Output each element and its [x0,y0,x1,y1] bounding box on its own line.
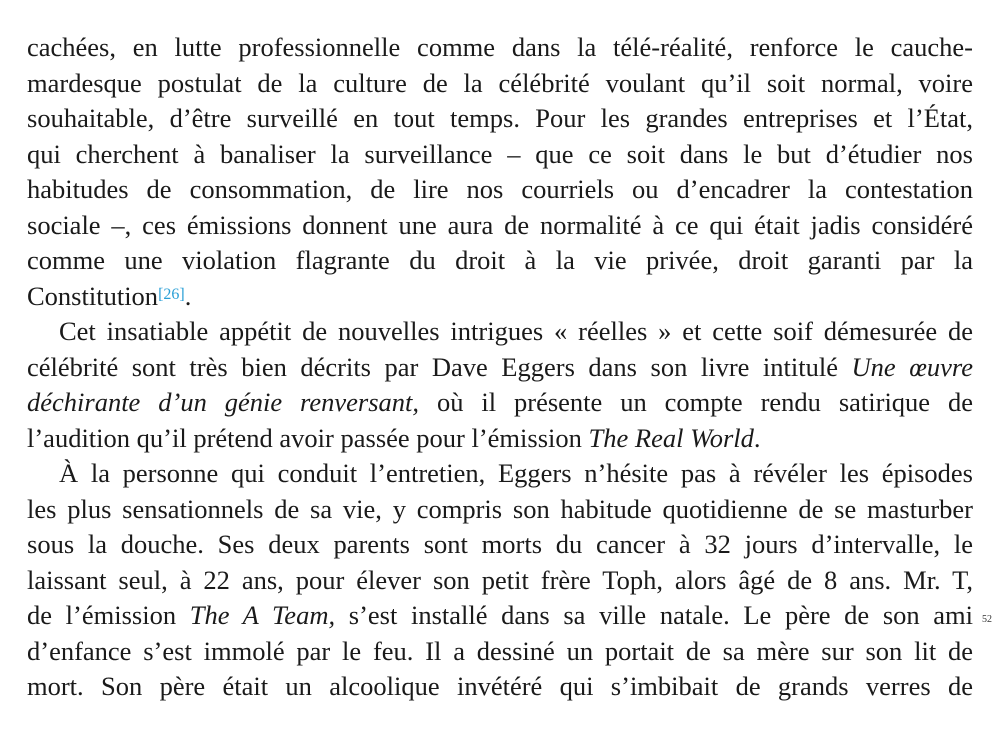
text-line: Cet insatiable appétit de nouvelles intrigues « réelles » et cette soif démesurée de [59,316,973,346]
show-title: The A Team, [189,600,336,630]
text-line: comme une violation flagrante du droit à la vie privée, droit garanti par la [27,245,973,275]
text-line: laissant seul, à 22 ans, pour élever son petit frère Toph, alors âgé de 8 ans. Mr. T, [27,564,973,595]
footnote-link[interactable]: [26] [158,285,185,303]
page-number: 52 [982,614,992,625]
text-line: À la personne qui conduit l’entretien, Eggers n’hésite pas à révéler les épisodes [59,458,973,488]
text-line: d’enfance s’est immolé par le feu. Il a dessiné un portait de sa mère sur son lit de [27,635,973,666]
text-line [27,350,973,386]
text-line: qui cherchent à banaliser la surveillance – que ce soit dans le but d’étudier nos [27,138,973,169]
text-fragment: . [753,422,761,453]
text-line: les plus sensationnels de sa vie, y compris son habitude quotidienne de se masturber [27,493,973,524]
paragraph-2 [27,314,973,456]
text-line: cachées, en lutte professionnelle comme dans la télé-réalité, renforce le cauche- [27,32,973,62]
text-fragment: célébrité sont très bien décrits par Dave Eggers dans son livre intitulé [27,351,839,382]
book-title: Une œuvre [851,351,973,382]
text-fragment: l’audition qu’il prétend avoir passée pour l’émission [27,422,582,453]
text-fragment: Constitution [27,280,159,311]
text-line [27,421,973,457]
text-line [27,385,973,421]
text-line: sociale –, ces émissions donnent une aura de normalité à ce qui était jadis considéré [27,209,973,240]
text-fragment: de l’émission [27,600,177,630]
text-fragment: où il présente un compte rendu satirique de [436,387,974,417]
text-line: mardesque postulat de la culture de la célébrité voulant qu’il soit normal, voire [27,67,973,98]
paragraph-3 [27,456,973,705]
text-line: sous la douche. Ses deux parents sont morts du cancer à 32 jours d’intervalle, le [27,529,973,559]
text-line: mort. Son père était un alcoolique invétéré qui s’imbibait de grands verres de [27,671,973,701]
text-line [27,279,973,315]
book-title: déchirante d’un génie renversant, [27,387,420,417]
text-fragment: . [184,280,192,311]
text-line [27,598,973,634]
text-line: habitudes de consommation, de lire nos courriels ou d’encadrer la contestation [27,174,973,204]
paragraph-1 [27,30,973,314]
show-title: The Real World [588,422,754,453]
body-text [27,30,973,705]
text-line: souhaitable, d’être surveillé en tout temps. Pour les grandes entreprises et l’État, [27,103,973,133]
text-fragment: s’est installé dans sa ville natale. Le père de son ami [348,600,974,630]
